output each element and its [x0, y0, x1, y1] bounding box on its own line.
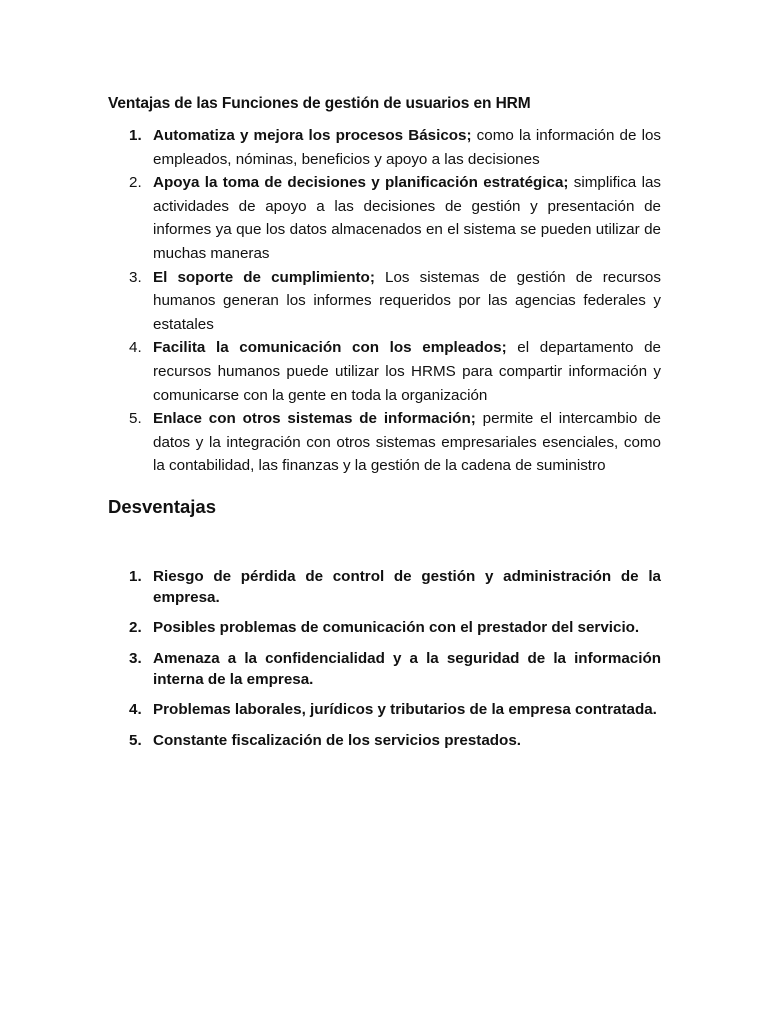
disadvantage-text: Constante fiscalización de los servicios prestados.	[153, 731, 522, 749]
disadvantage-item	[108, 648, 661, 690]
list-number: 2.	[129, 619, 142, 637]
disadvantage-text: Riesgo de pérdida de control de gestión y administración de la empresa.	[153, 567, 661, 606]
advantage-lead: Facilita la comunicación con los empleados;	[153, 339, 507, 357]
advantage-text: permite el intercambio de datos y la integración con otros sistemas empresariales esenciales, como la contabilidad, las finanzas y la gestión de la cadena de suministro	[153, 410, 661, 475]
list-number: 3.	[129, 268, 142, 286]
advantage-text: simplifica las actividades de apoyo a las decisiones de gestión y presentación de informes ya que los datos almacenados en el sistema se pueden utilizar de muchas maneras	[153, 174, 661, 262]
advantage-lead: Enlace con otros sistemas de información;	[153, 410, 476, 428]
list-number: 4.	[129, 339, 142, 357]
list-number: 5.	[129, 731, 142, 749]
list-number: 3.	[129, 649, 142, 667]
list-number: 5.	[129, 410, 142, 428]
advantage-lead: Automatiza y mejora los procesos Básicos;	[153, 127, 472, 144]
advantage-text: el departamento de recursos humanos puede utilizar los HRMS para compartir información y comunicarse con la gente en toda la organización	[153, 339, 662, 404]
list-number: 4.	[129, 701, 142, 719]
advantage-lead: Apoya la toma de decisiones y planificación estratégica;	[153, 174, 569, 192]
disadvantage-item	[108, 730, 661, 751]
advantage-item	[108, 171, 661, 265]
list-number: 1.	[129, 567, 142, 585]
advantage-item	[108, 407, 661, 478]
advantage-item	[108, 336, 661, 407]
disadvantage-text: Amenaza a la confidencialidad y a la seguridad de la información interna de la empresa.	[153, 649, 661, 688]
list-number: 2.	[129, 174, 142, 192]
disadvantages-title: Desventajas	[108, 495, 216, 517]
list-number: 1.	[129, 127, 142, 144]
advantage-lead: El soporte de cumplimiento;	[153, 268, 375, 286]
disadvantage-item	[108, 566, 661, 608]
disadvantage-text: Problemas laborales, jurídicos y tributarios de la empresa contratada.	[153, 701, 657, 719]
advantages-heading: Ventajas de las Funciones de gestión de usuarios en HRM	[108, 95, 531, 112]
advantage-text: como la información de los empleados, nóminas, beneficios y apoyo a las decisiones	[153, 127, 661, 168]
advantage-item	[108, 124, 661, 171]
disadvantage-item	[108, 699, 661, 720]
advantage-item	[108, 266, 661, 337]
advantage-text: Los sistemas de gestión de recursos humanos generan los informes requeridos por las agencias federales y estatales	[153, 268, 661, 333]
advantages-list	[108, 124, 661, 478]
disadvantage-item	[108, 617, 661, 638]
disadvantage-text: Posibles problemas de comunicación con el prestador del servicio.	[153, 619, 640, 637]
disadvantages-list	[108, 566, 661, 751]
